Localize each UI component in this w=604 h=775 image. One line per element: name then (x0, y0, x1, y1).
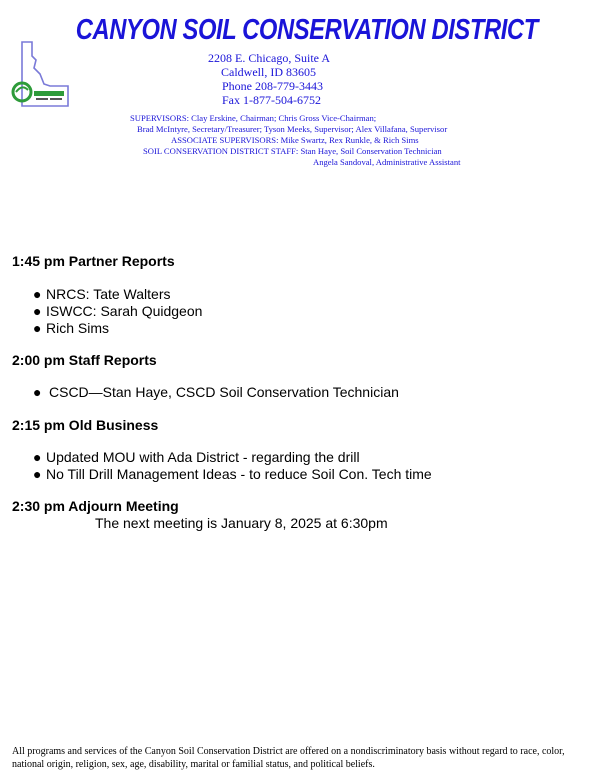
list-item: ● ISWCC: Sarah Quidgeon (33, 303, 203, 319)
staff-reports-list (33, 384, 399, 401)
district-logo (10, 40, 72, 110)
associate-supervisors: ASSOCIATE SUPERVISORS: Mike Swartz, Rex Runkle, & Rich Sims (171, 135, 419, 145)
address-line-1: 2208 E. Chicago, Suite A (208, 51, 330, 65)
next-meeting-note: The next meeting is January 8, 2025 at 6:30pm (95, 515, 388, 531)
list-item: ● Updated MOU with Ada District - regarding the drill (33, 449, 360, 465)
supervisors-line-1: SUPERVISORS: Clay Erskine, Chairman; Chris Gross Vice-Chairman; (130, 113, 377, 123)
list-item: ● Rich Sims (33, 320, 110, 336)
nondiscrimination-footer: All programs and services of the Canyon Soil Conservation District are offered on a nondiscriminatory basis without regard to race, color, national origin, religion, sex, age, disability, marital or familial status, and political beliefs. (12, 746, 565, 770)
staff-line-1: SOIL CONSERVATION DISTRICT STAFF: Stan Haye, Soil Conservation Technician (143, 146, 442, 156)
section-adjourn: 2:30 pm Adjourn Meeting (12, 498, 179, 514)
old-business-list (33, 449, 432, 483)
partner-reports-list (33, 286, 202, 337)
list-item: ● NRCS: Tate Walters (33, 286, 171, 302)
section-old-business: 2:15 pm Old Business (12, 417, 159, 433)
supervisors-line-2: Brad McIntyre, Secretary/Treasurer; Tyson Meeks, Supervisor; Alex Villafana, Supervisor (137, 124, 448, 134)
fax: Fax 1-877-504-6752 (222, 93, 321, 107)
list-item: ● CSCD—Stan Haye, CSCD Soil Conservation Technician (33, 384, 399, 400)
staff-line-2: Angela Sandoval, Administrative Assistant (313, 157, 461, 167)
address-line-2: Caldwell, ID 83605 (221, 65, 316, 79)
section-staff-reports: 2:00 pm Staff Reports (12, 352, 157, 368)
list-item: ● No Till Drill Management Ideas - to reduce Soil Con. Tech time (33, 466, 432, 482)
address-block (208, 51, 330, 107)
org-title: CANYON SOIL CONSERVATION DISTRICT (75, 14, 539, 46)
section-partner-reports: 1:45 pm Partner Reports (12, 253, 175, 269)
phone: Phone 208-779-3443 (222, 79, 323, 93)
